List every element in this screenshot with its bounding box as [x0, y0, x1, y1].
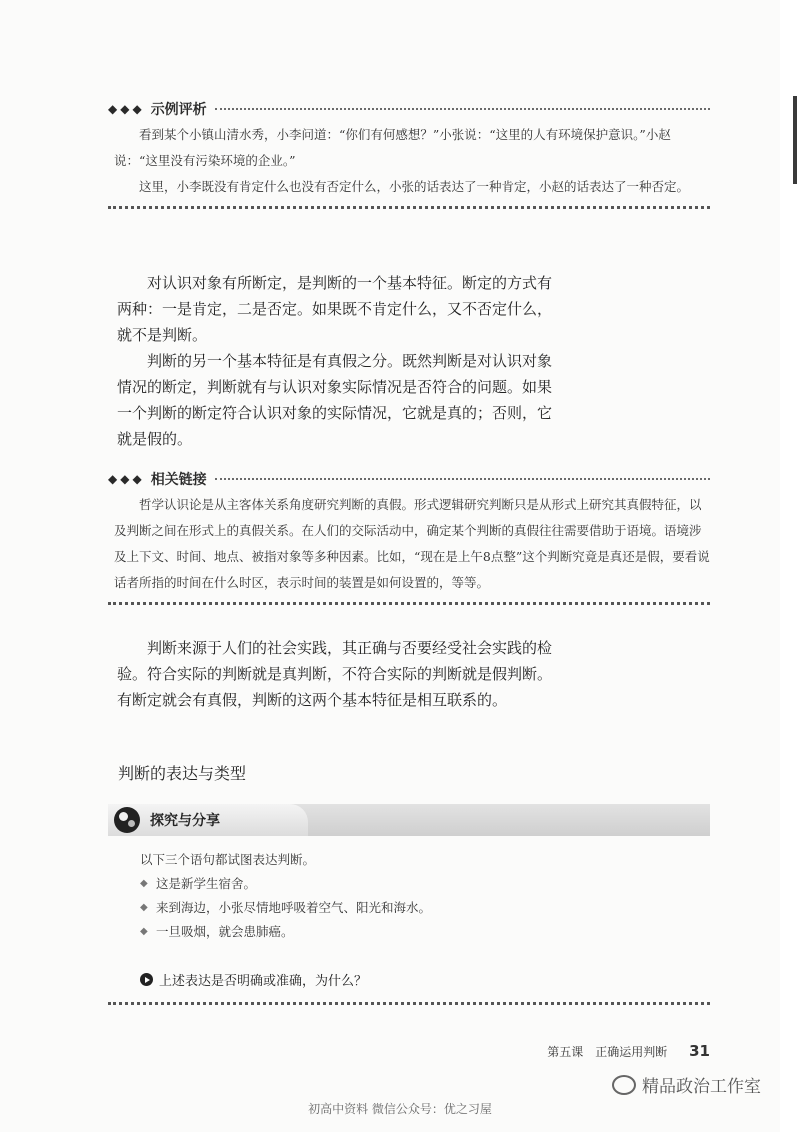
box-header — [108, 96, 710, 122]
diamond-icon: ◆◆◆ — [108, 472, 145, 486]
page-edge-mark — [793, 96, 797, 184]
lesson-title: 第五课 正确运用判断 — [547, 1045, 668, 1059]
bottom-caption: 初高中资料 微信公众号：优之习屋 — [308, 1102, 492, 1116]
question-text: 上述表达是否明确或准确，为什么？ — [159, 974, 368, 989]
related-link-box — [108, 466, 710, 605]
box-paragraph: 看到某个小镇山清水秀，小李问道：“你们有何感想？”小张说：“这里的人有环境保护意识。”小赵说：“这里没有污染环境的企业。” — [114, 127, 671, 168]
bullet-icon: ◆ — [140, 926, 148, 937]
box-bottom-rule — [108, 206, 710, 209]
watermark — [612, 1072, 761, 1097]
watermark-text: 精品政治工作室 — [642, 1077, 761, 1097]
main-text-block — [117, 635, 557, 713]
dotted-rule — [215, 108, 710, 110]
explore-title: 探究与分享 — [150, 813, 220, 829]
list-item-text: 来到海边，小张尽情地呼吸着空气、阳光和海水。 — [156, 900, 432, 915]
section-title: 判断的表达与类型 — [118, 764, 247, 783]
explore-header-tab — [108, 804, 308, 836]
page-number: 31 — [689, 1042, 710, 1060]
paragraph: 对认识对象有所断定，是判断的一个基本特征。断定的方式有两种：一是肯定，二是否定。如果既不肯定什么，又不否定什么，就不是判断。 — [117, 274, 553, 344]
example-analysis-box — [108, 96, 710, 209]
explore-icon — [114, 807, 140, 833]
box-header — [108, 466, 710, 492]
explore-intro: 以下三个语句都试图表达判断。 — [140, 852, 316, 867]
diamond-icon: ◆◆◆ — [108, 102, 145, 116]
explore-bottom-rule — [108, 1002, 710, 1005]
list-item-text: 这是新学生宿舍。 — [156, 876, 257, 891]
bullet-icon: ◆ — [140, 878, 148, 889]
explore-body — [140, 848, 700, 944]
box-bottom-rule — [108, 602, 710, 605]
wechat-icon — [612, 1075, 636, 1095]
bullet-icon: ◆ — [140, 902, 148, 913]
box-body — [108, 122, 710, 200]
paragraph: 判断来源于人们的社会实践，其正确与否要经受社会实践的检验。符合实际的判断就是真判断，不符合实际的判断就是假判断。有断定就会有真假，判断的这两个基本特征是相互联系的。 — [117, 639, 553, 709]
play-arrow-icon — [140, 973, 153, 986]
explore-question — [140, 970, 367, 989]
list-item — [140, 872, 700, 896]
list-item-text: 一旦吸烟，就会患肺癌。 — [156, 924, 294, 939]
list-item — [140, 920, 700, 944]
box-title: 相关链接 — [150, 472, 207, 488]
box-title: 示例评析 — [150, 102, 207, 118]
paragraph: 判断的另一个基本特征是有真假之分。既然判断是对认识对象情况的断定，判断就有与认识对象实际情况是否符合的问题。如果一个判断的断定符合认识对象的实际情况，它就是真的；否则，它就是假的。 — [117, 352, 553, 448]
box-paragraph: 哲学认识论是从主客体关系角度研究判断的真假。形式逻辑研究判断只是从形式上研究其真假特征，以及判断之间在形式上的真假关系。在人们的交际活动中，确定某个判断的真假往往需要借助于语境。语境涉及上下文、时间、地点、被指对象等多种因素。比如，“现在是上午8点整”这个判断究竟是真还是假，要看说话者所指的时间在什么时区，表示时间的装置是如何设置的，等等。 — [114, 497, 710, 590]
page-footer — [0, 1042, 710, 1060]
main-text-block — [117, 270, 557, 452]
dotted-rule — [215, 478, 710, 480]
box-paragraph: 这里，小李既没有肯定什么也没有否定什么，小张的话表达了一种肯定，小赵的话表达了一种否定。 — [139, 179, 690, 194]
box-body — [108, 492, 710, 596]
list-item — [140, 896, 700, 920]
